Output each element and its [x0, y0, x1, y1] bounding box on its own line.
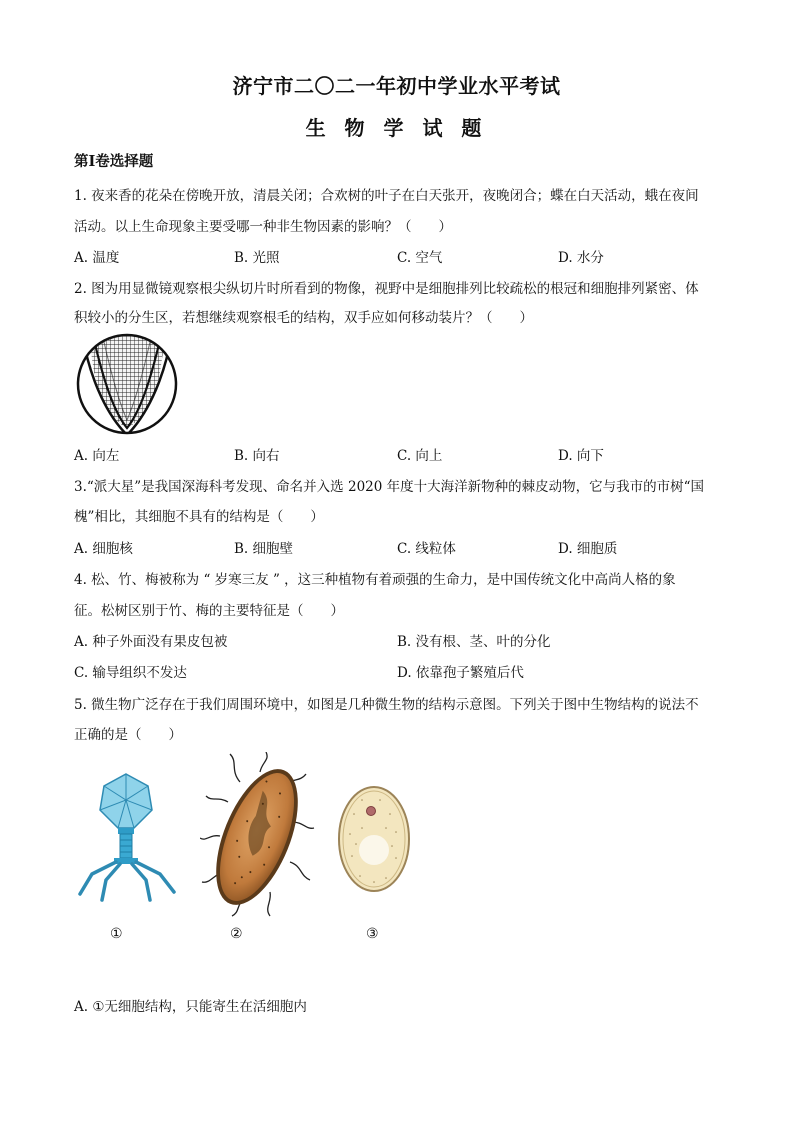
q2-stem-line1: 2. 图为用显微镜观察根尖纵切片时所看到的物像，视野中是细胞排列比较疏松的根冠和细胞排列紧密、体	[74, 281, 699, 297]
q2-option-d: D. 向下	[558, 448, 604, 464]
q3-option-d: D. 细胞质	[558, 541, 618, 557]
q5-stem-line2: 正确的是（ ）	[74, 727, 182, 743]
q2-option-c: C. 向上	[397, 448, 443, 464]
root-tip-microscope-image	[74, 332, 180, 436]
q4-option-a: A. 种子外面没有果皮包被	[74, 634, 228, 650]
q2-option-b: B. 向右	[234, 448, 280, 464]
q3-option-b: B. 细胞壁	[234, 541, 294, 557]
q1-stem-line1: 1. 夜来香的花朵在傍晚开放，清晨关闭；合欢树的叶子在白天张开，夜晚闭合；蝶在白天活动，蛾在夜间	[74, 188, 699, 204]
q4-stem-line2: 征。松树区别于竹、梅的主要特征是（ ）	[74, 603, 344, 619]
q2-stem-line2: 积较小的分生区，若想继续观察根毛的结构，双手应如何移动装片？（ ）	[74, 310, 533, 326]
q4-stem-line1: 4. 松、竹、梅被称为 “ 岁寒三友 ” ，这三种植物有着顽强的生命力，是中国传统文化中高尚人格的象	[74, 572, 676, 588]
figure-label-3: ③	[366, 926, 379, 942]
q1-option-b: B. 光照	[234, 250, 280, 266]
q5-option-a: A. ①无细胞结构，只能寄生在活细胞内	[74, 999, 307, 1015]
section-heading: 第Ⅰ卷选择题	[74, 153, 154, 170]
q3-stem-line1: 3.“派大星”是我国深海科考发现、命名并入选 2020 年度十大海洋新物种的棘皮动物，它与我市的市树“国	[74, 479, 705, 495]
bacteriophage-image	[74, 770, 182, 902]
q3-option-c: C. 线粒体	[397, 541, 456, 557]
bacterium-image	[200, 752, 315, 917]
q1-option-c: C. 空气	[397, 250, 443, 266]
exam-title: 济宁市二〇二一年初中学业水平考试	[232, 74, 561, 98]
q3-option-a: A. 细胞核	[74, 541, 133, 557]
q2-option-a: A. 向左	[74, 448, 120, 464]
q1-option-d: D. 水分	[558, 250, 604, 266]
figure-label-1: ①	[110, 926, 123, 942]
q1-stem-line2: 活动。以上生命现象主要受哪一种非生物因素的影响？（ ）	[74, 219, 452, 235]
yeast-cell-image	[336, 784, 412, 894]
exam-subtitle: 生 物 学 试 题	[305, 116, 488, 140]
q4-option-d: D. 依靠孢子繁殖后代	[397, 665, 524, 681]
figure-label-2: ②	[230, 926, 243, 942]
q4-option-c: C. 输导组织不发达	[74, 665, 187, 681]
q5-stem-line1: 5. 微生物广泛存在于我们周围环境中，如图是几种微生物的结构示意图。下列关于图中生物结构的说法不	[74, 697, 699, 713]
q3-stem-line2: 槐”相比，其细胞不具有的结构是（ ）	[74, 509, 324, 525]
q4-option-b: B. 没有根、茎、叶的分化	[397, 634, 551, 650]
q1-option-a: A. 温度	[74, 250, 120, 266]
